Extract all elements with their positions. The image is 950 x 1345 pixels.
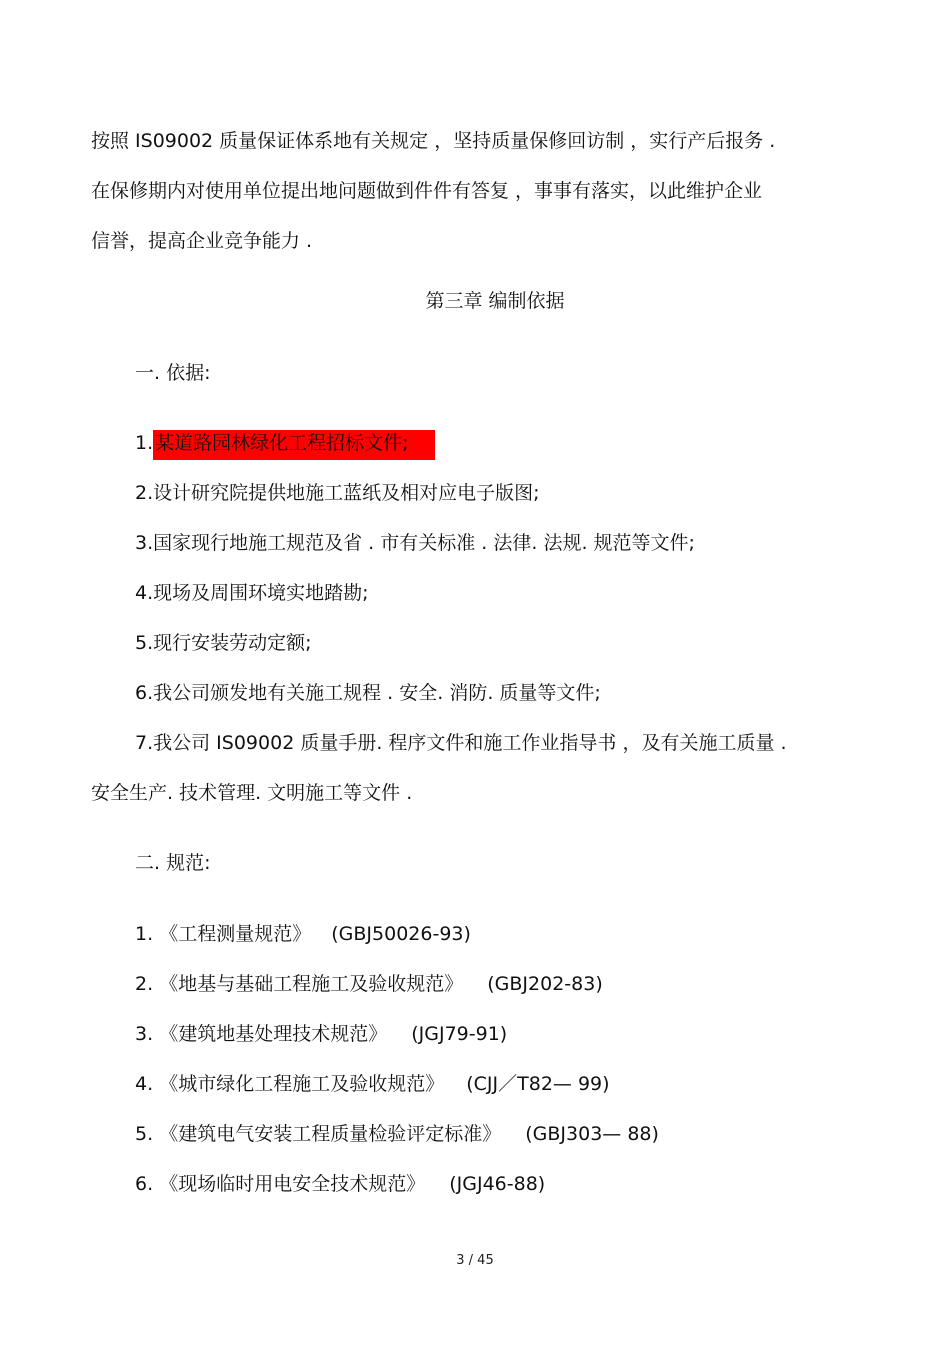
norm-number: 4. [135,1073,154,1095]
basis-item-text: 现行安装劳动定额; [153,632,312,654]
norm-code: (GBJ202-83) [487,973,603,995]
basis-item-number: 2. [135,482,154,504]
norm-code: (GBJ303— 88) [525,1123,659,1145]
basis-item-text: 设计研究院提供地施工蓝纸及相对应电子版图; [153,482,540,504]
basis-item-number: 3. [135,532,154,554]
norm-code: (GBJ50026-93) [331,923,471,945]
basis-item-number: 6. [135,682,154,704]
norm-code: (JGJ79-91) [411,1023,508,1045]
basis-item-1 [135,430,435,456]
basis-item-7 [135,730,787,756]
norm-item-3 [135,1021,507,1047]
norms-heading: 二. 规范: [135,852,211,874]
basis-item-4 [135,580,369,606]
norm-title: 《建筑电气安装工程质量检验评定标准》 [159,1123,502,1145]
basis-item-text: 现场及周围环境实地踏勘; [153,582,369,604]
basis-item-text: 我公司颁发地有关施工规程 . 安全. 消防. 质量等文件; [153,682,601,704]
norm-number: 1. [135,923,154,945]
intro-line-1: 按照 IS09002 质量保证体系地有关规定 ，坚持质量保修回访制 ，实行产后报务 . [91,130,776,152]
basis-item-number: 1. [135,432,154,454]
basis-item-3 [135,530,695,556]
basis-item-text: 国家现行地施工规范及省 . 市有关标准 . 法律. 法规. 规范等文件; [153,532,695,554]
basis-item-6 [135,680,601,706]
intro-line-2: 在保修期内对使用单位提出地问题做到件件有答复 ，事事有落实，以此维护企业 [91,180,763,202]
norm-item-1 [135,921,471,947]
norm-code: (CJJ／T82— 99) [466,1073,610,1095]
norm-title: 《工程测量规范》 [159,923,312,945]
page-number: 3 / 45 [456,1253,494,1268]
norm-title: 《现场临时用电安全技术规范》 [159,1173,426,1195]
basis-item-number: 5. [135,632,154,654]
norm-title: 《地基与基础工程施工及验收规范》 [159,973,464,995]
basis-item-text: 我公司 IS09002 质量手册. 程序文件和施工作业指导书 ，及有关施工质量 . [153,732,787,754]
norm-number: 6. [135,1173,154,1195]
norm-number: 5. [135,1123,154,1145]
norm-code: (JGJ46-88) [449,1173,546,1195]
intro-line-3: 信誉，提高企业竞争能力 . [91,230,313,252]
norm-title: 《城市绿化工程施工及验收规范》 [159,1073,445,1095]
norm-title: 《建筑地基处理技术规范》 [159,1023,388,1045]
basis-item-2 [135,480,540,506]
norm-item-6 [135,1171,545,1197]
norm-number: 2. [135,973,154,995]
basis-item-5 [135,630,312,656]
highlighted-text: 某道路园林绿化工程招标文件; [153,430,434,460]
norm-item-4 [135,1071,610,1097]
norm-number: 3. [135,1023,154,1045]
basis-item-7-continuation: 安全生产. 技术管理. 文明施工等文件 . [91,782,413,804]
basis-heading: 一. 依据: [135,362,211,384]
norm-item-2 [135,971,603,997]
chapter-title: 第三章 编制依据 [425,290,565,312]
basis-item-number: 7. [135,732,154,754]
basis-item-number: 4. [135,582,154,604]
norm-item-5 [135,1121,659,1147]
